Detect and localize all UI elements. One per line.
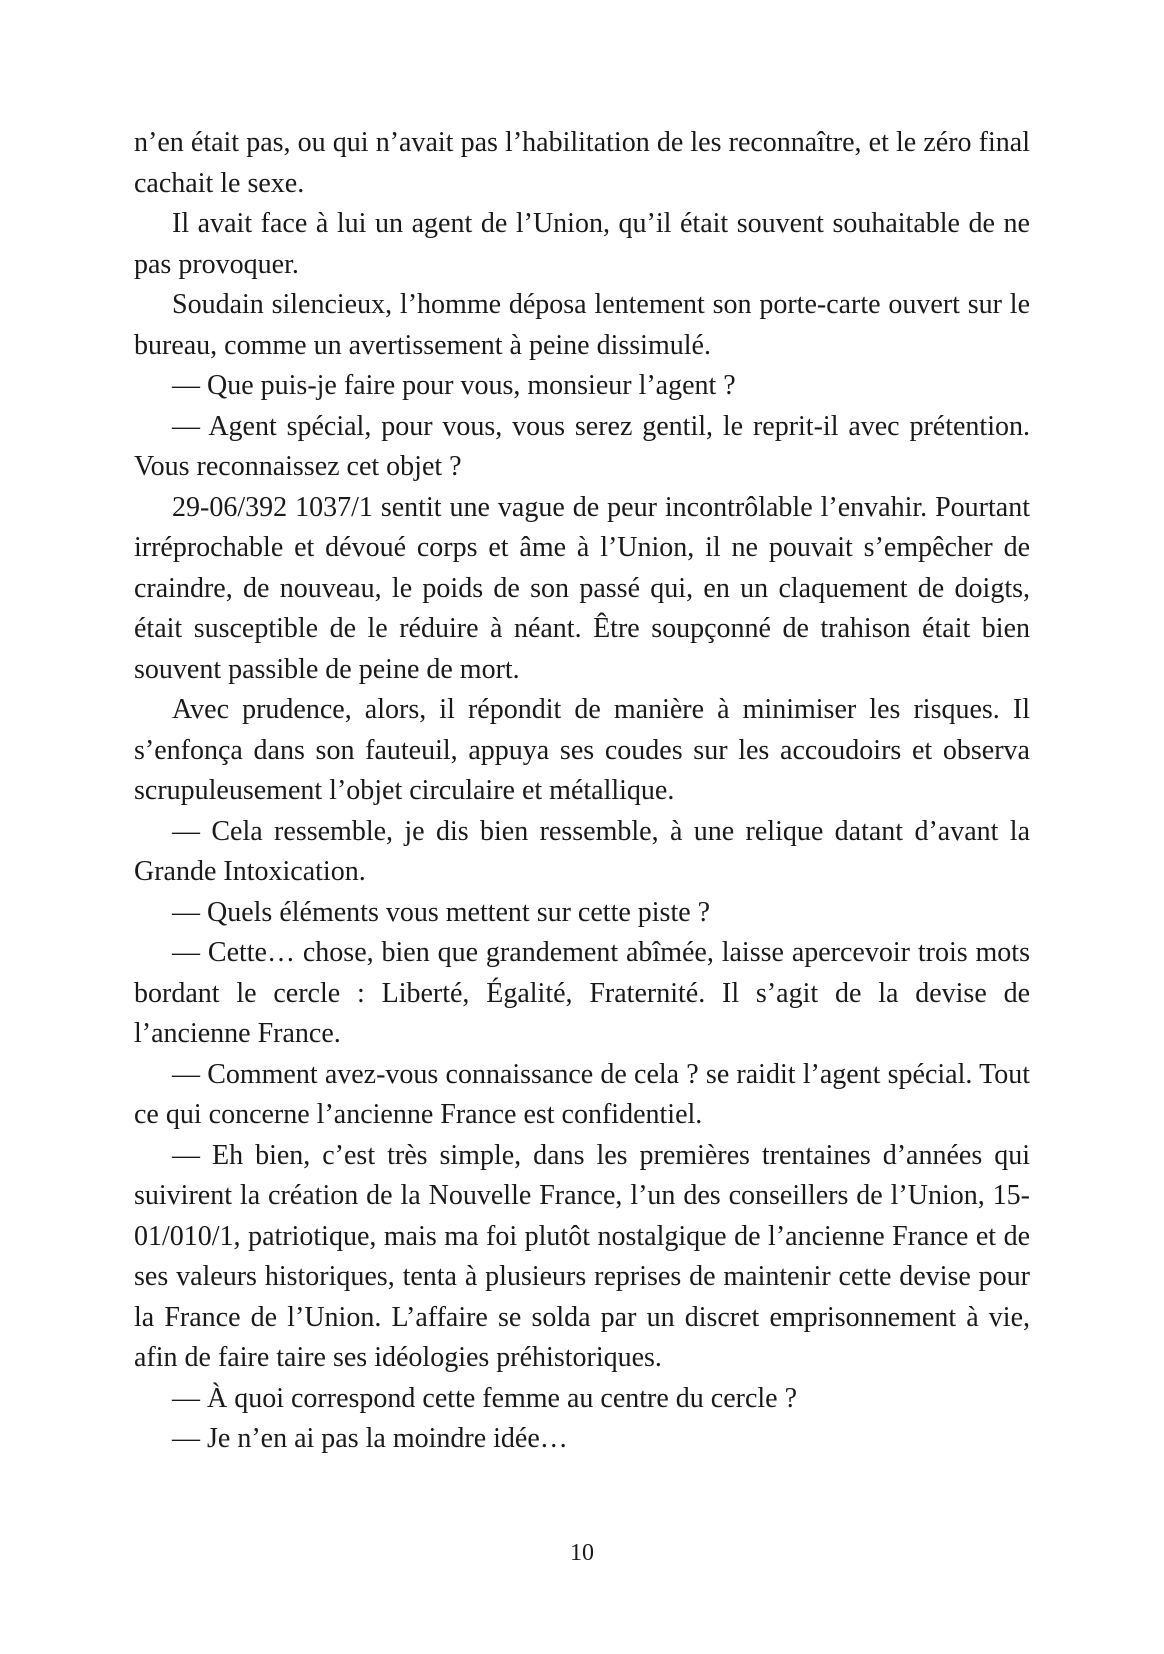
dialogue-line: — À quoi correspond cette femme au centre du cercle ? [172, 1382, 798, 1414]
dialogue-line: — Eh bien, c’est très simple, dans les premières trentaines d’années qui suivirent la création de la Nouvelle France, l’un des conseillers de l’Union, 15-01/010/1, patriotique, mais ma foi plutôt nostalgique de l’ancienne France et de ses valeurs historiques, tenta à plusieurs reprises de maintenir cette devise pour la France de l’Union. L’affaire se solda par un discret emprisonnement à vie, afin de faire taire ses idéologies préhistoriques. [134, 1139, 1030, 1373]
paragraph-continued: n’en était pas, ou qui n’avait pas l’habilitation de les reconnaître, et le zéro final cachait le sexe. [134, 127, 1030, 199]
dialogue-line: — Cela ressemble, je dis bien ressemble, à une relique datant d’avant la Grande Intoxication. [134, 815, 1030, 887]
page-number: 10 [570, 1540, 594, 1566]
dialogue-line: — Je n’en ai pas la moindre idée… [172, 1423, 568, 1454]
paragraph: Il avait face à lui un agent de l’Union, qu’il était souvent souhaitable de ne pas provoquer. [134, 208, 1030, 280]
dialogue-line: — Agent spécial, pour vous, vous serez gentil, le reprit-il avec prétention. Vous reconnaissez cet objet ? [134, 410, 1030, 482]
body-text [134, 123, 1030, 1460]
paragraph: Soudain silencieux, l’homme déposa lentement son porte-carte ouvert sur le bureau, comme un avertissement à peine dissimulé. [134, 289, 1030, 361]
dialogue-line: — Comment avez-vous connaissance de cela ? se raidit l’agent spécial. Tout ce qui concerne l’ancienne France est confidentiel. [134, 1058, 1030, 1130]
paragraph: Avec prudence, alors, il répondit de manière à minimiser les risques. Il s’enfonça dans son fauteuil, appuya ses coudes sur les accoudoirs et observa scrupuleusement l’objet circulaire et métallique. [134, 694, 1030, 806]
dialogue-line: — Quels éléments vous mettent sur cette piste ? [172, 896, 711, 928]
dialogue-line: — Cette… chose, bien que grandement abîmée, laisse apercevoir trois mots bordant le cercle : Liberté, Égalité, Fraternité. Il s’agit de la devise de l’ancienne France. [134, 937, 1030, 1049]
dialogue-line: — Que puis-je faire pour vous, monsieur l’agent ? [172, 370, 736, 401]
paragraph: 29-06/392 1037/1 sentit une vague de peur incontrôlable l’envahir. Pourtant irréprochable et dévoué corps et âme à l’Union, il ne pouvait s’empêcher de craindre, de nouveau, le poids de son passé qui, en un claquement de doigts, était susceptible de le réduire à néant. Être soupçonné de trahison était bien souvent passible de peine de mort. [134, 491, 1030, 685]
